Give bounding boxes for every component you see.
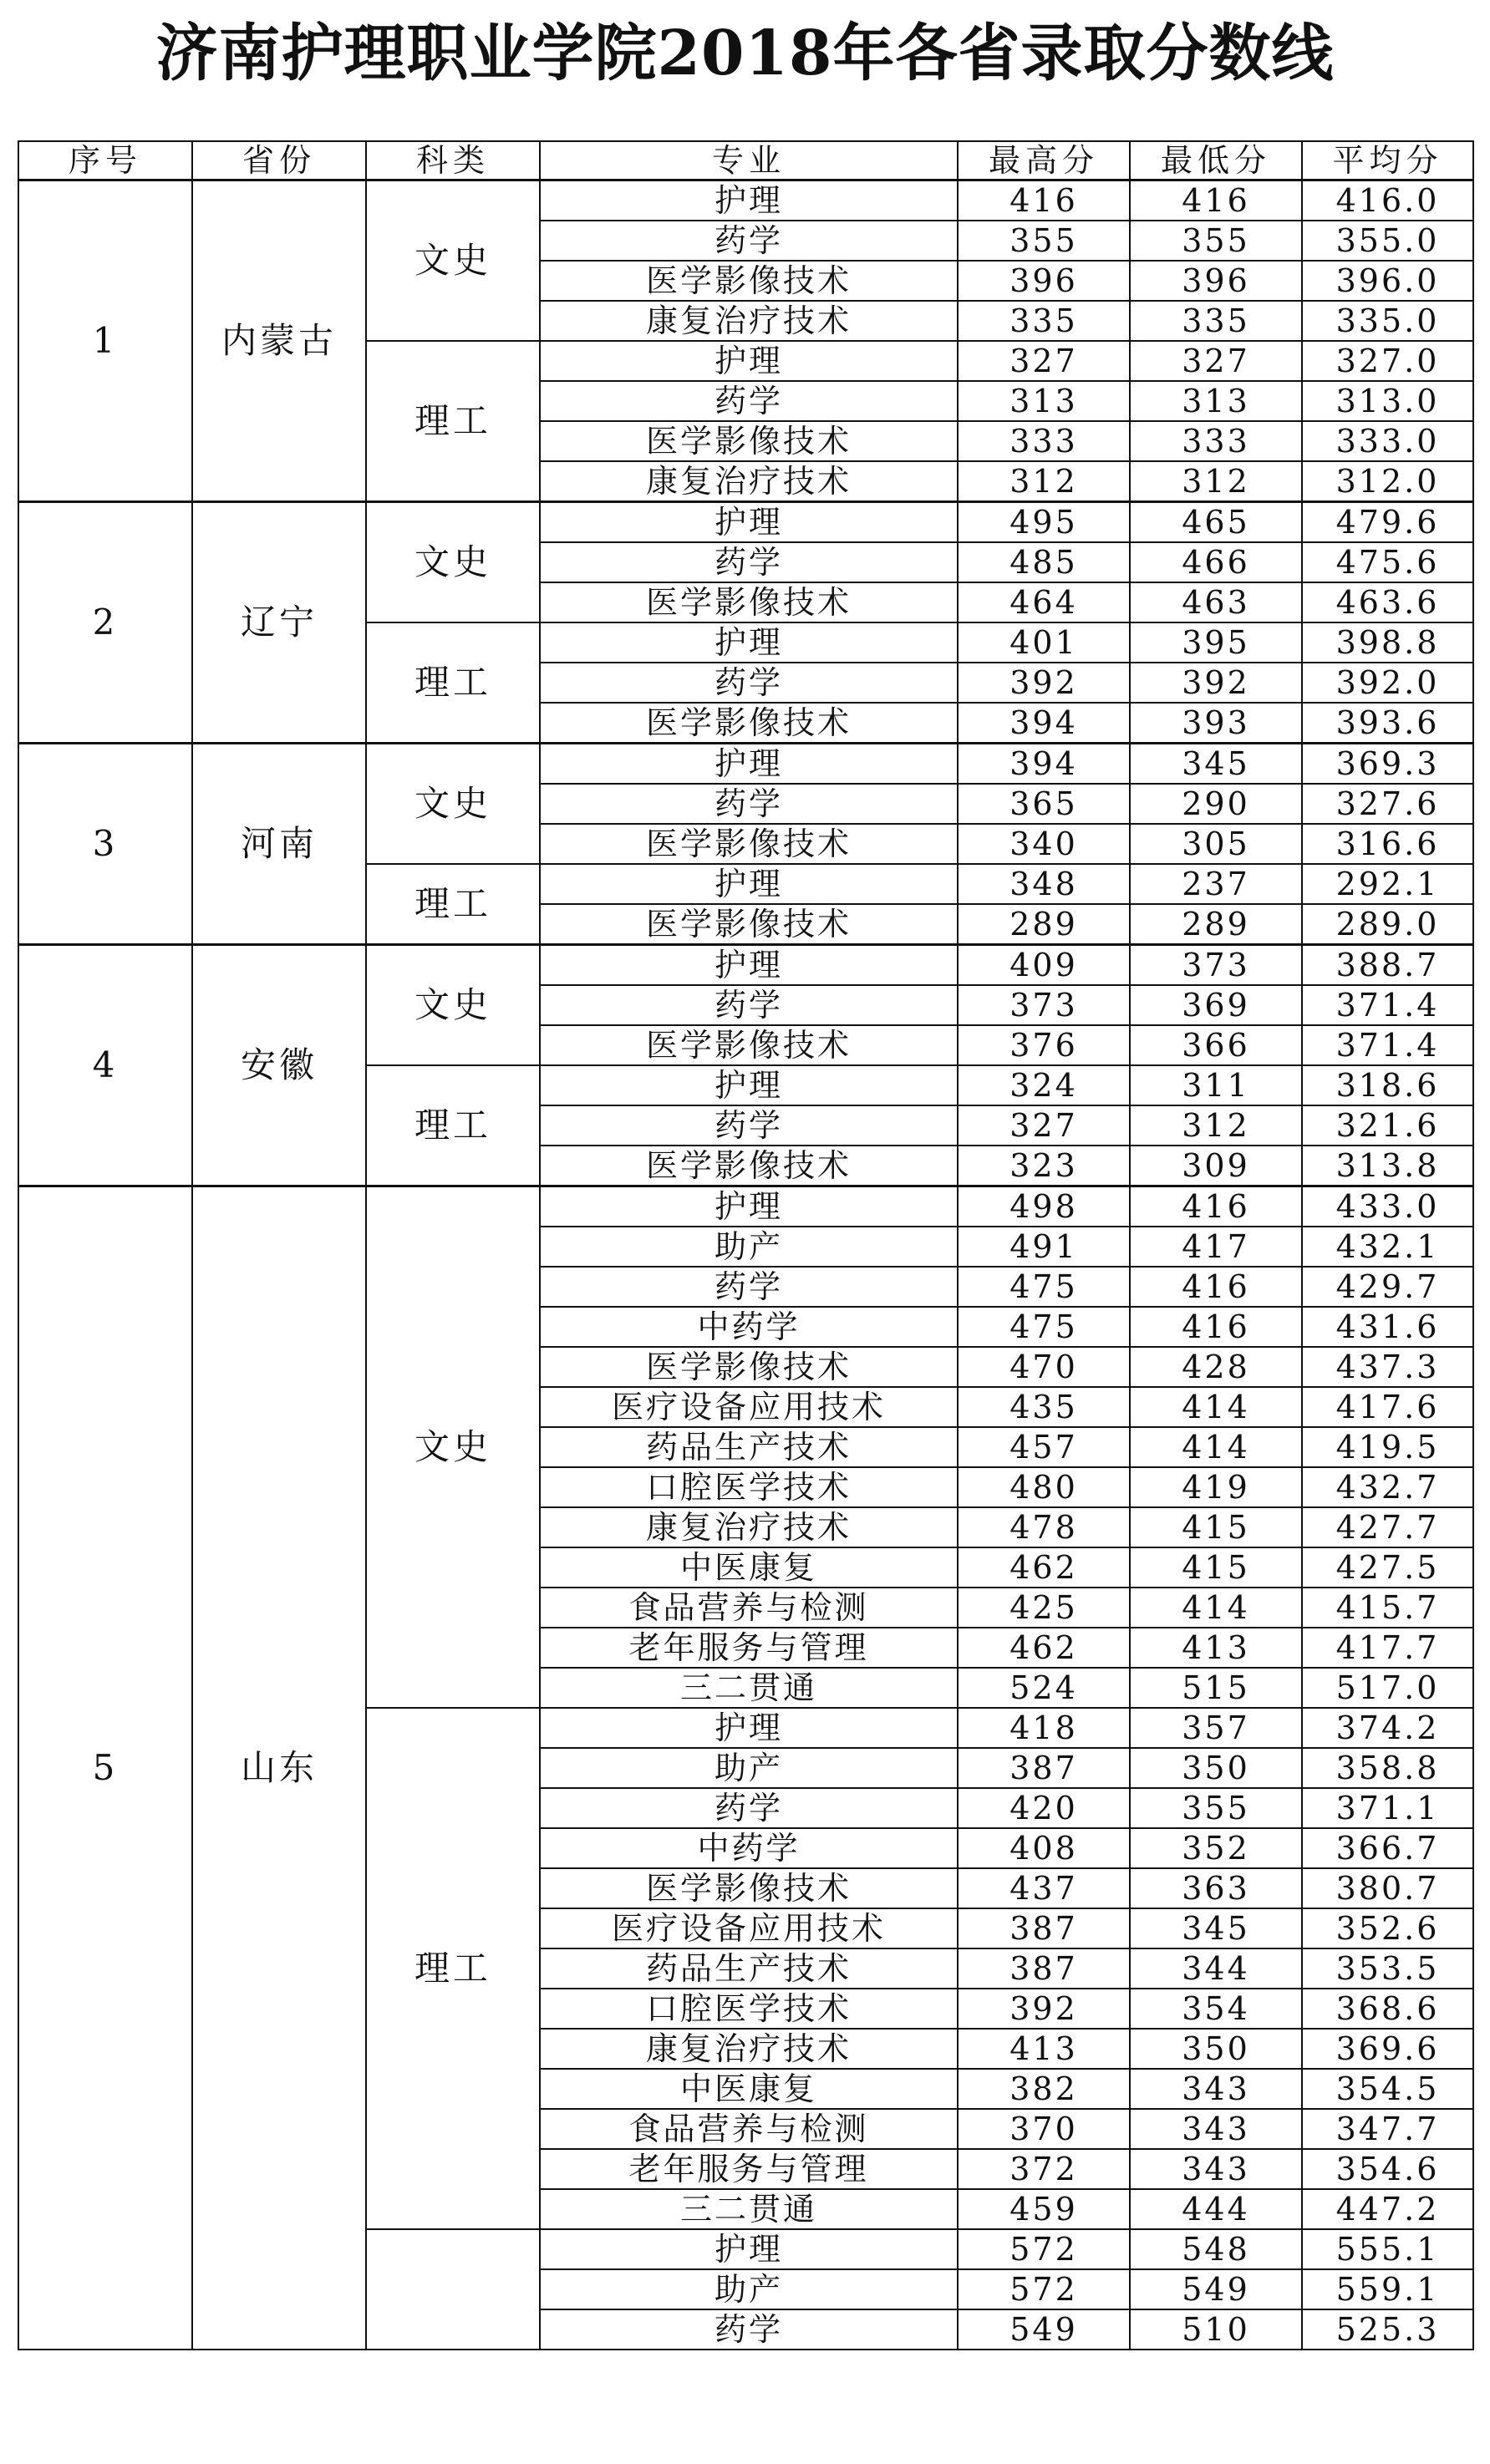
category-cell: 文史 <box>366 502 540 623</box>
min-score-cell: 466 <box>1130 542 1302 582</box>
avg-score-cell: 416.0 <box>1302 180 1473 221</box>
max-score-cell: 327 <box>958 1105 1130 1146</box>
major-cell: 老年服务与管理 <box>540 1628 958 1668</box>
avg-score-cell: 475.6 <box>1302 542 1473 582</box>
max-score-cell: 408 <box>958 1828 1130 1868</box>
max-score-cell: 459 <box>958 2189 1130 2229</box>
min-score-cell: 396 <box>1130 261 1302 301</box>
min-score-cell: 369 <box>1130 985 1302 1025</box>
major-cell: 药学 <box>540 2309 958 2350</box>
avg-score-cell: 327.0 <box>1302 341 1473 381</box>
avg-score-cell: 292.1 <box>1302 864 1473 904</box>
min-score-cell: 395 <box>1130 622 1302 663</box>
min-score-cell: 414 <box>1130 1588 1302 1628</box>
min-score-cell: 363 <box>1130 1868 1302 1908</box>
avg-score-cell: 335.0 <box>1302 301 1473 341</box>
min-score-cell: 344 <box>1130 1948 1302 1989</box>
min-score-cell: 416 <box>1130 1186 1302 1227</box>
avg-score-cell: 313.0 <box>1302 381 1473 421</box>
max-score-cell: 475 <box>958 1307 1130 1347</box>
avg-score-cell: 366.7 <box>1302 1828 1473 1868</box>
avg-score-cell: 352.6 <box>1302 1908 1473 1948</box>
max-score-cell: 435 <box>958 1387 1130 1427</box>
major-cell: 医学影像技术 <box>540 582 958 622</box>
min-score-cell: 392 <box>1130 663 1302 703</box>
major-cell: 药学 <box>540 1267 958 1307</box>
max-score-cell: 491 <box>958 1227 1130 1267</box>
min-score-cell: 345 <box>1130 744 1302 785</box>
major-cell: 医疗设备应用技术 <box>540 1387 958 1427</box>
min-score-cell: 416 <box>1130 1307 1302 1347</box>
max-score-cell: 475 <box>958 1267 1130 1307</box>
row-index: 4 <box>18 945 192 1186</box>
max-score-cell: 572 <box>958 2269 1130 2309</box>
max-score-cell: 394 <box>958 744 1130 785</box>
min-score-cell: 428 <box>1130 1347 1302 1387</box>
max-score-cell: 394 <box>958 703 1130 744</box>
max-score-cell: 416 <box>958 180 1130 221</box>
table-header-row <box>18 141 1473 180</box>
category-cell: 文史 <box>366 1186 540 1709</box>
max-score-cell: 480 <box>958 1467 1130 1507</box>
min-score-cell: 333 <box>1130 421 1302 461</box>
major-cell: 医学影像技术 <box>540 1146 958 1186</box>
major-cell: 护理 <box>540 1708 958 1748</box>
major-cell: 医学影像技术 <box>540 1025 958 1065</box>
max-score-cell: 312 <box>958 461 1130 502</box>
avg-score-cell: 358.8 <box>1302 1748 1473 1788</box>
max-score-cell: 462 <box>958 1628 1130 1668</box>
avg-score-cell: 429.7 <box>1302 1267 1473 1307</box>
major-cell: 药学 <box>540 1788 958 1828</box>
major-cell: 助产 <box>540 2269 958 2309</box>
avg-score-cell: 432.7 <box>1302 1467 1473 1507</box>
avg-score-cell: 433.0 <box>1302 1186 1473 1227</box>
min-score-cell: 354 <box>1130 1989 1302 2029</box>
table-row <box>18 502 1473 543</box>
max-score-cell: 437 <box>958 1868 1130 1908</box>
category-cell <box>366 2229 540 2350</box>
avg-score-cell: 463.6 <box>1302 582 1473 622</box>
min-score-cell: 515 <box>1130 1668 1302 1708</box>
avg-score-cell: 479.6 <box>1302 502 1473 543</box>
header-major: 专业 <box>540 141 958 180</box>
max-score-cell: 392 <box>958 663 1130 703</box>
avg-score-cell: 555.1 <box>1302 2229 1473 2269</box>
min-score-cell: 415 <box>1130 1507 1302 1547</box>
major-cell: 护理 <box>540 864 958 904</box>
max-score-cell: 485 <box>958 542 1130 582</box>
page-title: 济南护理职业学院2018年各省录取分数线 <box>155 18 1335 89</box>
major-cell: 药品生产技术 <box>540 1948 958 1989</box>
max-score-cell: 478 <box>958 1507 1130 1547</box>
min-score-cell: 465 <box>1130 502 1302 543</box>
avg-score-cell: 369.6 <box>1302 2029 1473 2069</box>
min-score-cell: 444 <box>1130 2189 1302 2229</box>
avg-score-cell: 388.7 <box>1302 945 1473 986</box>
min-score-cell: 417 <box>1130 1227 1302 1267</box>
major-cell: 医学影像技术 <box>540 1347 958 1387</box>
min-score-cell: 309 <box>1130 1146 1302 1186</box>
major-cell: 康复治疗技术 <box>540 2029 958 2069</box>
max-score-cell: 333 <box>958 421 1130 461</box>
major-cell: 医学影像技术 <box>540 421 958 461</box>
avg-score-cell: 333.0 <box>1302 421 1473 461</box>
min-score-cell: 312 <box>1130 1105 1302 1146</box>
max-score-cell: 327 <box>958 341 1130 381</box>
province-cell: 安徽 <box>192 945 366 1186</box>
major-cell: 三二贯通 <box>540 1668 958 1708</box>
avg-score-cell: 417.6 <box>1302 1387 1473 1427</box>
category-cell: 理工 <box>366 1065 540 1186</box>
max-score-cell: 387 <box>958 1908 1130 1948</box>
avg-score-cell: 371.1 <box>1302 1788 1473 1828</box>
avg-score-cell: 380.7 <box>1302 1868 1473 1908</box>
major-cell: 护理 <box>540 180 958 221</box>
major-cell: 护理 <box>540 1186 958 1227</box>
avg-score-cell: 431.6 <box>1302 1307 1473 1347</box>
category-cell: 理工 <box>366 1708 540 2229</box>
major-cell: 中药学 <box>540 1307 958 1347</box>
avg-score-cell: 396.0 <box>1302 261 1473 301</box>
table-row <box>18 744 1473 785</box>
major-cell: 药学 <box>540 221 958 261</box>
max-score-cell: 387 <box>958 1748 1130 1788</box>
min-score-cell: 355 <box>1130 221 1302 261</box>
avg-score-cell: 369.3 <box>1302 744 1473 785</box>
row-index: 2 <box>18 502 192 744</box>
min-score-cell: 305 <box>1130 824 1302 864</box>
avg-score-cell: 354.5 <box>1302 2069 1473 2109</box>
max-score-cell: 413 <box>958 2029 1130 2069</box>
avg-score-cell: 355.0 <box>1302 221 1473 261</box>
major-cell: 中医康复 <box>540 2069 958 2109</box>
max-score-cell: 313 <box>958 381 1130 421</box>
avg-score-cell: 393.6 <box>1302 703 1473 744</box>
avg-score-cell: 447.2 <box>1302 2189 1473 2229</box>
max-score-cell: 457 <box>958 1427 1130 1467</box>
category-cell: 理工 <box>366 341 540 502</box>
max-score-cell: 340 <box>958 824 1130 864</box>
min-score-cell: 312 <box>1130 461 1302 502</box>
avg-score-cell: 316.6 <box>1302 824 1473 864</box>
province-cell: 河南 <box>192 744 366 945</box>
major-cell: 康复治疗技术 <box>540 461 958 502</box>
max-score-cell: 324 <box>958 1065 1130 1105</box>
min-score-cell: 350 <box>1130 2029 1302 2069</box>
major-cell: 康复治疗技术 <box>540 1507 958 1547</box>
major-cell: 护理 <box>540 622 958 663</box>
min-score-cell: 413 <box>1130 1628 1302 1668</box>
table-row <box>18 945 1473 986</box>
major-cell: 医学影像技术 <box>540 824 958 864</box>
min-score-cell: 289 <box>1130 904 1302 945</box>
major-cell: 食品营养与检测 <box>540 2109 958 2149</box>
max-score-cell: 425 <box>958 1588 1130 1628</box>
max-score-cell: 372 <box>958 2149 1130 2189</box>
province-cell: 辽宁 <box>192 502 366 744</box>
major-cell: 药学 <box>540 542 958 582</box>
min-score-cell: 548 <box>1130 2229 1302 2269</box>
max-score-cell: 392 <box>958 1989 1130 2029</box>
major-cell: 医学影像技术 <box>540 904 958 945</box>
min-score-cell: 419 <box>1130 1467 1302 1507</box>
min-score-cell: 343 <box>1130 2069 1302 2109</box>
major-cell: 食品营养与检测 <box>540 1588 958 1628</box>
max-score-cell: 420 <box>958 1788 1130 1828</box>
min-score-cell: 335 <box>1130 301 1302 341</box>
avg-score-cell: 525.3 <box>1302 2309 1473 2350</box>
max-score-cell: 289 <box>958 904 1130 945</box>
major-cell: 护理 <box>540 502 958 543</box>
max-score-cell: 418 <box>958 1708 1130 1748</box>
row-index: 1 <box>18 180 192 502</box>
max-score-cell: 396 <box>958 261 1130 301</box>
avg-score-cell: 327.6 <box>1302 784 1473 824</box>
avg-score-cell: 371.4 <box>1302 985 1473 1025</box>
major-cell: 助产 <box>540 1227 958 1267</box>
min-score-cell: 416 <box>1130 1267 1302 1307</box>
min-score-cell: 463 <box>1130 582 1302 622</box>
major-cell: 三二贯通 <box>540 2189 958 2229</box>
header-category: 科类 <box>366 141 540 180</box>
header-avg-score: 平均分 <box>1302 141 1473 180</box>
avg-score-cell: 368.6 <box>1302 1989 1473 2029</box>
max-score-cell: 462 <box>958 1547 1130 1588</box>
major-cell: 护理 <box>540 744 958 785</box>
row-index: 5 <box>18 1186 192 2350</box>
table-row <box>18 1186 1473 1227</box>
max-score-cell: 387 <box>958 1948 1130 1989</box>
major-cell: 医学影像技术 <box>540 261 958 301</box>
avg-score-cell: 353.5 <box>1302 1948 1473 1989</box>
max-score-cell: 549 <box>958 2309 1130 2350</box>
avg-score-cell: 559.1 <box>1302 2269 1473 2309</box>
min-score-cell: 414 <box>1130 1427 1302 1467</box>
min-score-cell: 313 <box>1130 381 1302 421</box>
major-cell: 护理 <box>540 2229 958 2269</box>
major-cell: 药学 <box>540 381 958 421</box>
table-row <box>18 180 1473 221</box>
max-score-cell: 495 <box>958 502 1130 543</box>
max-score-cell: 382 <box>958 2069 1130 2109</box>
major-cell: 护理 <box>540 1065 958 1105</box>
max-score-cell: 335 <box>958 301 1130 341</box>
max-score-cell: 470 <box>958 1347 1130 1387</box>
max-score-cell: 365 <box>958 784 1130 824</box>
header-max-score: 最高分 <box>958 141 1130 180</box>
min-score-cell: 414 <box>1130 1387 1302 1427</box>
avg-score-cell: 427.5 <box>1302 1547 1473 1588</box>
major-cell: 口腔医学技术 <box>540 1467 958 1507</box>
min-score-cell: 373 <box>1130 945 1302 986</box>
min-score-cell: 357 <box>1130 1708 1302 1748</box>
avg-score-cell: 437.3 <box>1302 1347 1473 1387</box>
category-cell: 文史 <box>366 945 540 1066</box>
major-cell: 康复治疗技术 <box>540 301 958 341</box>
min-score-cell: 352 <box>1130 1828 1302 1868</box>
major-cell: 药学 <box>540 1105 958 1146</box>
major-cell: 中药学 <box>540 1828 958 1868</box>
avg-score-cell: 312.0 <box>1302 461 1473 502</box>
avg-score-cell: 417.7 <box>1302 1628 1473 1668</box>
avg-score-cell: 347.7 <box>1302 2109 1473 2149</box>
avg-score-cell: 517.0 <box>1302 1668 1473 1708</box>
min-score-cell: 327 <box>1130 341 1302 381</box>
province-cell: 山东 <box>192 1186 366 2350</box>
avg-score-cell: 318.6 <box>1302 1065 1473 1105</box>
min-score-cell: 415 <box>1130 1547 1302 1588</box>
avg-score-cell: 415.7 <box>1302 1588 1473 1628</box>
max-score-cell: 572 <box>958 2229 1130 2269</box>
table-body <box>18 180 1473 2350</box>
avg-score-cell: 321.6 <box>1302 1105 1473 1146</box>
major-cell: 药学 <box>540 663 958 703</box>
category-cell: 理工 <box>366 864 540 945</box>
major-cell: 护理 <box>540 341 958 381</box>
max-score-cell: 409 <box>958 945 1130 986</box>
min-score-cell: 510 <box>1130 2309 1302 2350</box>
min-score-cell: 237 <box>1130 864 1302 904</box>
major-cell: 药学 <box>540 985 958 1025</box>
category-cell: 理工 <box>366 622 540 744</box>
major-cell: 药品生产技术 <box>540 1427 958 1467</box>
avg-score-cell: 432.1 <box>1302 1227 1473 1267</box>
min-score-cell: 549 <box>1130 2269 1302 2309</box>
category-cell: 文史 <box>366 744 540 865</box>
min-score-cell: 350 <box>1130 1748 1302 1788</box>
max-score-cell: 348 <box>958 864 1130 904</box>
major-cell: 口腔医学技术 <box>540 1989 958 2029</box>
min-score-cell: 355 <box>1130 1788 1302 1828</box>
major-cell: 医学影像技术 <box>540 703 958 744</box>
header-index: 序号 <box>18 141 192 180</box>
province-cell: 内蒙古 <box>192 180 366 502</box>
avg-score-cell: 371.4 <box>1302 1025 1473 1065</box>
max-score-cell: 370 <box>958 2109 1130 2149</box>
major-cell: 医疗设备应用技术 <box>540 1908 958 1948</box>
header-province: 省份 <box>192 141 366 180</box>
major-cell: 医学影像技术 <box>540 1868 958 1908</box>
avg-score-cell: 392.0 <box>1302 663 1473 703</box>
header-min-score: 最低分 <box>1130 141 1302 180</box>
avg-score-cell: 374.2 <box>1302 1708 1473 1748</box>
max-score-cell: 373 <box>958 985 1130 1025</box>
avg-score-cell: 427.7 <box>1302 1507 1473 1547</box>
major-cell: 中医康复 <box>540 1547 958 1588</box>
max-score-cell: 498 <box>958 1186 1130 1227</box>
major-cell: 护理 <box>540 945 958 986</box>
min-score-cell: 366 <box>1130 1025 1302 1065</box>
max-score-cell: 401 <box>958 622 1130 663</box>
min-score-cell: 416 <box>1130 180 1302 221</box>
min-score-cell: 393 <box>1130 703 1302 744</box>
min-score-cell: 345 <box>1130 1908 1302 1948</box>
avg-score-cell: 354.6 <box>1302 2149 1473 2189</box>
max-score-cell: 524 <box>958 1668 1130 1708</box>
avg-score-cell: 313.8 <box>1302 1146 1473 1186</box>
major-cell: 老年服务与管理 <box>540 2149 958 2189</box>
major-cell: 助产 <box>540 1748 958 1788</box>
max-score-cell: 376 <box>958 1025 1130 1065</box>
min-score-cell: 311 <box>1130 1065 1302 1105</box>
avg-score-cell: 419.5 <box>1302 1427 1473 1467</box>
max-score-cell: 323 <box>958 1146 1130 1186</box>
min-score-cell: 343 <box>1130 2109 1302 2149</box>
avg-score-cell: 398.8 <box>1302 622 1473 663</box>
avg-score-cell: 289.0 <box>1302 904 1473 945</box>
max-score-cell: 464 <box>958 582 1130 622</box>
row-index: 3 <box>18 744 192 945</box>
min-score-cell: 290 <box>1130 784 1302 824</box>
category-cell: 文史 <box>366 180 540 342</box>
admission-score-table <box>18 140 1474 2350</box>
min-score-cell: 343 <box>1130 2149 1302 2189</box>
max-score-cell: 355 <box>958 221 1130 261</box>
major-cell: 药学 <box>540 784 958 824</box>
